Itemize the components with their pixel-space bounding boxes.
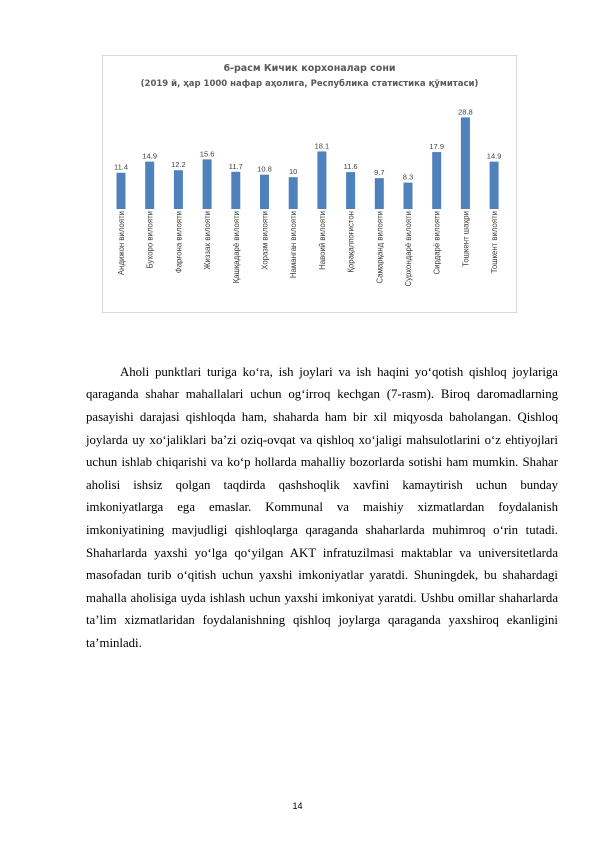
category-label: Навоий вилояти: [317, 211, 327, 270]
bar-chart: [103, 56, 516, 312]
bar: [490, 162, 499, 209]
bar: [231, 172, 240, 209]
chart-frame: [102, 55, 517, 313]
bar: [289, 177, 298, 209]
category-label: Андижон вилояти: [117, 211, 126, 276]
category-label: Тошкент шаҳри: [461, 211, 471, 267]
category-label: Фарғона вилояти: [174, 211, 184, 274]
chart-title: 6-расм Кичик корхоналар сони: [223, 63, 396, 74]
bar-value-label: 15.6: [199, 149, 215, 159]
bar-value-label: 17.9: [429, 142, 445, 152]
category-label: Жиззах вилояти: [203, 211, 213, 270]
bar-value-label: 9.7: [374, 168, 385, 178]
bar-value-label: 8.3: [402, 172, 414, 182]
bar-value-label: 14.9: [142, 151, 158, 161]
bar-value-label: 14.9: [486, 151, 502, 161]
bar-value-label: 11.4: [113, 162, 129, 172]
bar-value-label: 10: [289, 167, 298, 177]
bar-value-label: 12.2: [171, 160, 186, 170]
category-label: Самарқанд вилояти: [375, 211, 385, 284]
bar-value-label: 28.8: [458, 107, 473, 117]
bar: [203, 159, 212, 209]
category-label: Сурхондарё вилояти: [404, 211, 413, 287]
category-label: Наманган вилояти: [289, 211, 299, 279]
bar-value-label: 10.8: [257, 164, 272, 174]
category-label: Бухоро вилояти: [145, 211, 155, 269]
bar: [117, 173, 126, 209]
category-label: Тошкент вилояти: [490, 211, 500, 274]
bar-value-label: 11.6: [343, 162, 358, 172]
bar: [404, 183, 413, 209]
bar: [145, 162, 154, 209]
bar: [260, 175, 269, 209]
category-label: Қашқадарё вилояти: [231, 211, 241, 284]
chart-subtitle: (2019 й, ҳар 1000 нафар аҳолига, Республика статистика қўмитаси): [140, 79, 479, 89]
category-label: Сирдарё вилояти: [432, 211, 442, 275]
bar: [432, 152, 441, 209]
body-paragraph: Aholi punktlari turiga ko‘ra, ish joylari va ish haqini yo‘qotish qishloq joylariga qaraganda shahar mahallalari uchun og‘irroq kechgan (7-rasm). Biroq daromadlarning pasayishi darajasi qishloqda ham, shaharda ham bir xil miqyosda baholangan. Qishloq joylarda uy xo‘jaliklari ba’zi oziq-ovqat va qishloq xo‘jaligi mahsulotlarini o‘z ehtiyojlari uchun ishlab chiqarishi va ko‘p hollarda mahalliy bozorlarda sotishi ham mumkin. Shahar aholisi ishsiz qolgan taqdirda qashshoqlik xavfini kamaytirish uchun bunday imkoniyatlarga ega emaslar. Kommunal va maishiy xizmatlardan foydalanish imkoniyatining mavjudligi qishloqlarga qaraganda shaharlarda muhimroq o‘rin tutadi. Shaharlarda yaxshi yo‘lga qo‘yilgan AKT infratuzilmasi maktablar va universitetlarda masofadan turib o‘qitish uchun yaxshi imkoniyatlar yaratdi. Shuningdek, bu shahardagi mahalla aholisiga uyda ishlash uchun yaxshi imkoniyat yaratdi. Ushbu omillar shaharlarda ta’lim xizmatlaridan foydalanishning qishloq joylarga qaraganda yaxshiroq ekanligini ta’minladi.: [86, 364, 558, 650]
bar: [375, 178, 384, 209]
bar-value-label: 18.1: [314, 141, 330, 151]
category-label: Қорақалпоғистон: [346, 211, 356, 273]
bar: [346, 172, 355, 209]
bar: [461, 117, 470, 209]
bar: [317, 151, 326, 209]
category-label: Хоразм вилояти: [260, 211, 270, 270]
bar-value-label: 11.7: [228, 161, 243, 171]
page-number: 14: [292, 801, 303, 811]
bar: [174, 170, 183, 209]
